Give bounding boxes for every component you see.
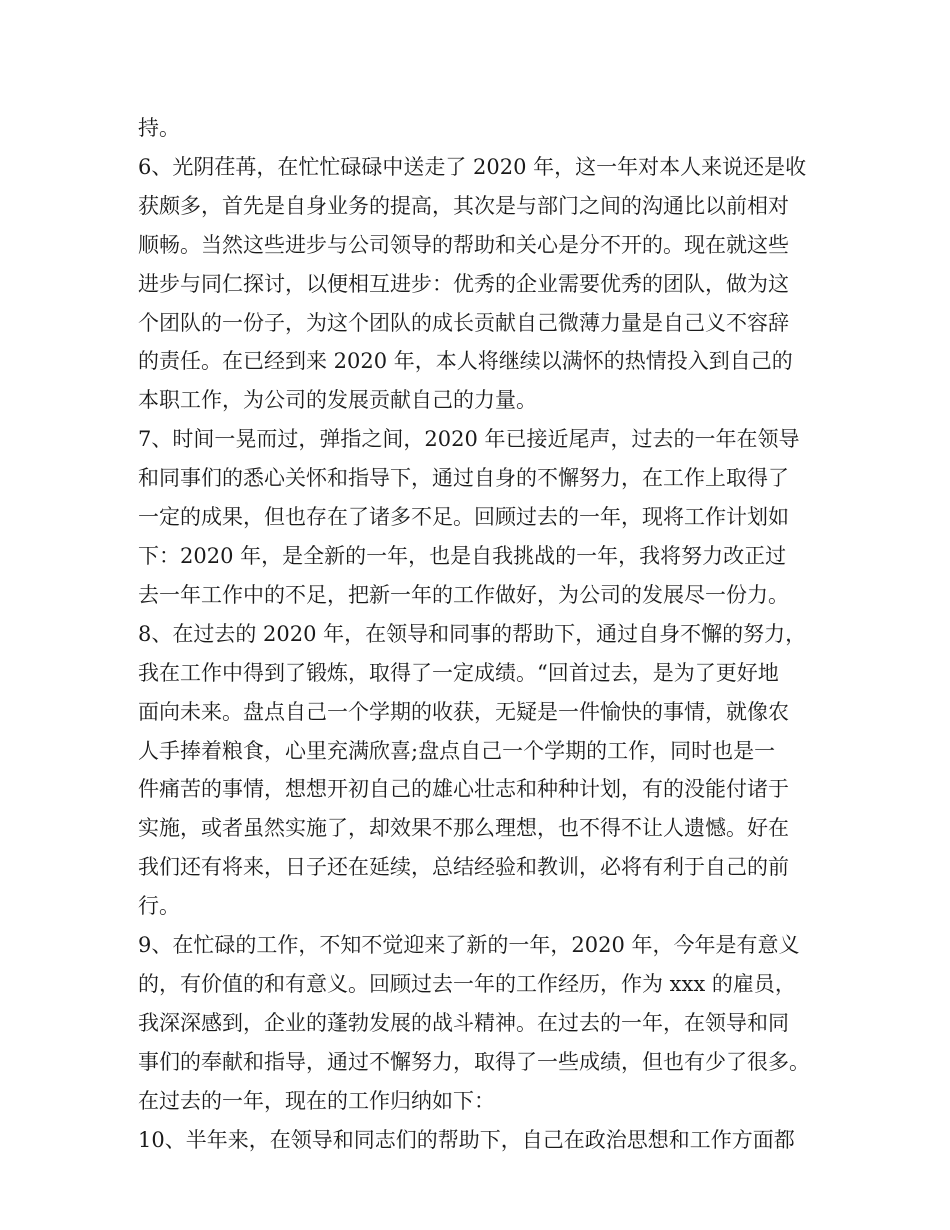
text-line: 进步与同仁探讨，以便相互进步：优秀的企业需要优秀的团队，做为这 <box>138 271 789 296</box>
text-line: 我在工作中得到了锻炼，取得了一定成绩。“回首过去，是为了更好地 <box>138 660 779 685</box>
text-line: 8、在过去的 2020 年，在领导和同事的帮助下，通过自身不懈的努力， <box>138 621 807 646</box>
text-line: 人手捧着粮食，心里充满欣喜;盘点自己一个学期的工作，同时也是一 <box>138 738 776 763</box>
document-body <box>138 109 828 1159</box>
text-line: 去一年工作中的不足，把新一年的工作做好，为公司的发展尽一份力。 <box>138 582 789 607</box>
text-line: 在过去的一年，现在的工作归纳如下： <box>138 1088 495 1113</box>
text-line: 顺畅。当然这些进步与公司领导的帮助和关心是分不开的。现在就这些 <box>138 232 789 257</box>
text-line: 的责任。在已经到来 2020 年，本人将继续以满怀的热情投入到自己的 <box>138 349 793 374</box>
text-line: 件痛苦的事情，想想开初自己的雄心壮志和种种计划，有的没能付诸于 <box>138 777 789 802</box>
text-line: 事们的奉献和指导，通过不懈努力，取得了一些成绩，但也有少了很多。 <box>138 1049 810 1074</box>
text-line: 7、时间一晃而过，弹指之间，2020 年已接近尾声，过去的一年在领导 <box>138 427 800 452</box>
text-line: 实施，或者虽然实施了，却效果不那么理想，也不得不让人遗憾。好在 <box>138 816 789 841</box>
text-line: 面向未来。盘点自己一个学期的收获，无疑是一件愉快的事情，就像农 <box>138 699 789 724</box>
text-line: 行。 <box>138 894 180 919</box>
text-line: 一定的成果，但也存在了诸多不足。回顾过去的一年，现将工作计划如 <box>138 505 789 530</box>
text-line: 9、在忙碌的工作，不知不觉迎来了新的一年，2020 年，今年是有意义 <box>138 933 800 958</box>
text-line: 6、光阴荏苒，在忙忙碌碌中送走了 2020 年，这一年对本人来说还是收 <box>138 154 807 179</box>
text-line: 下：2020 年，是全新的一年，也是自我挑战的一年，我将努力改正过 <box>138 543 787 568</box>
text-line: 10、半年来，在领导和同志们的帮助下，自己在政治思想和工作方面都 <box>138 1127 795 1152</box>
text-line: 和同事们的悉心关怀和指导下，通过自身的不懈努力，在工作上取得了 <box>138 466 789 491</box>
text-line: 个团队的一份子，为这个团队的成长贡献自己微薄力量是自己义不容辞 <box>138 310 789 335</box>
text-line: 获颇多，首先是自身业务的提高，其次是与部门之间的沟通比以前相对 <box>138 193 789 218</box>
text-line: 的，有价值的和有意义。回顾过去一年的工作经历，作为 xxx 的雇员， <box>138 971 796 996</box>
text-line: 持。 <box>138 116 180 140</box>
text-line: 本职工作，为公司的发展贡献自己的力量。 <box>138 388 537 413</box>
text-line: 我深深感到，企业的蓬勃发展的战斗精神。在过去的一年，在领导和同 <box>138 1010 789 1035</box>
text-line: 我们还有将来，日子还在延续，总结经验和教训，必将有利于自己的前 <box>138 855 789 880</box>
